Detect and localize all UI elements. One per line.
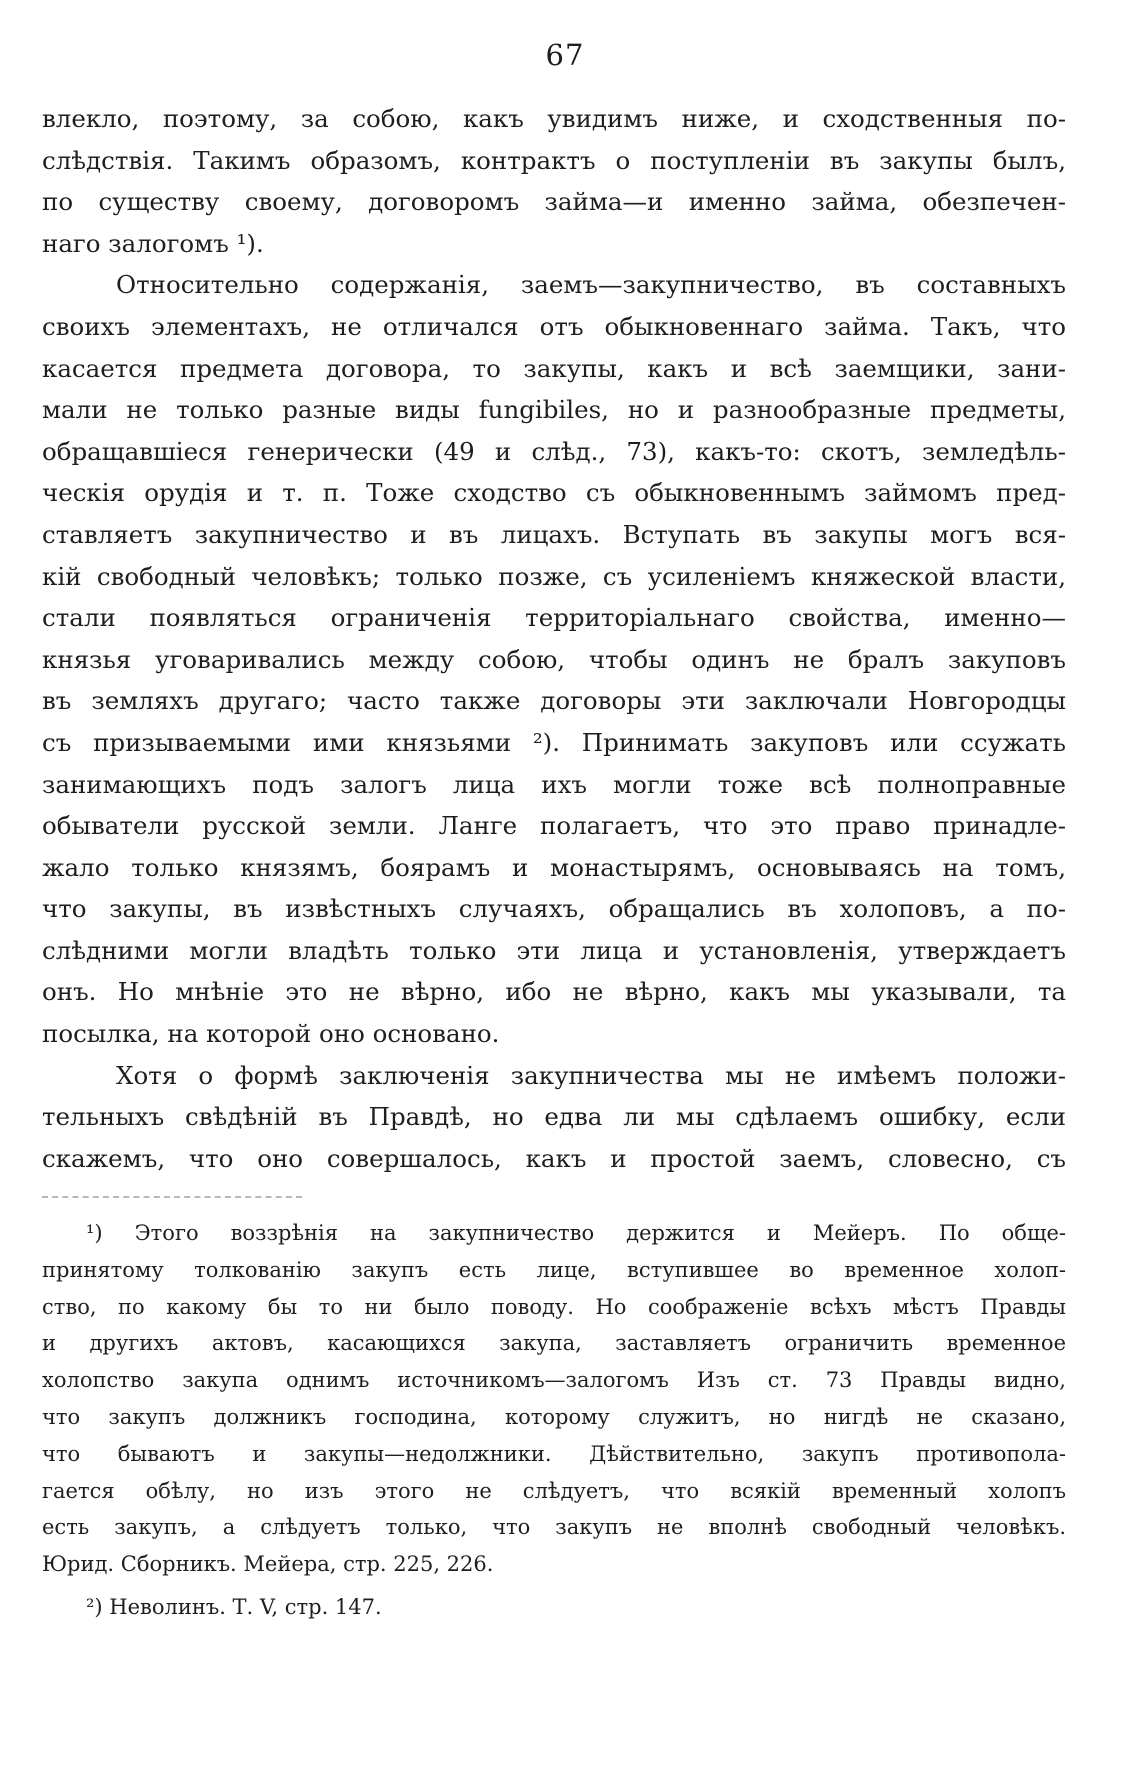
footnote-separator [42,1196,302,1198]
text-line: въ земляхъ другаго; часто также договоры эти заключали Новгородцы [42,686,1066,716]
footnote-line: что закупъ должникъ господина, которому служитъ, но нигдѣ не сказано, [42,1404,1066,1429]
footnote-line: ¹) Этого воззрѣнія на закупничество держится и Мейеръ. По обще- [86,1221,1066,1245]
text-line: онъ. Но мнѣніе это не вѣрно, ибо не вѣрно, какъ мы указывали, та [42,977,1066,1007]
text-line: слѣдствія. Такимъ образомъ, контрактъ о поступленіи въ закупы былъ, [42,145,1066,175]
text-line: Хотя о формѣ заключенія закупничества мы не имѣемъ положи- [116,1060,1066,1090]
footnotes [42,1215,1066,1626]
text-line: обращавшіеся генерически (49 и слѣд., 73), какъ-то: скотъ, земледѣль- [42,436,1066,466]
text-line: занимающихъ подъ залогъ лица ихъ могли тоже всѣ полноправные [42,769,1066,799]
footnote-line: есть закупъ, а слѣдуетъ только, что закупъ не вполнѣ свободный человѣкъ. [42,1515,1066,1540]
main-text [42,98,1066,1179]
text-line: слѣдними могли владѣть только эти лица и установленія, утверждаетъ [42,935,1066,965]
text-line: посылка, на которой оно основано. [42,1019,500,1049]
text-line: кій свободный человѣкъ; только позже, съ усиленіемъ княжеской власти, [42,561,1066,591]
text-line: съ призываемыми ими князьями ²). Принимать закуповъ или ссужать [42,727,1066,757]
footnote-line: холопство закупа однимъ источникомъ—залогомъ Изъ ст. 73 Правды видно, [42,1368,1066,1393]
text-line: князья уговаривались между собою, чтобы одинъ не бралъ закуповъ [42,644,1066,674]
page-number: 67 [545,38,585,72]
text-line: по существу своему, договоромъ займа—и именно займа, обезпечен- [42,187,1066,217]
text-line: мали не только разные виды fungibiles, но и разнообразные предметы, [42,395,1066,425]
footnote-line: ²) Неволинъ. Т. V, стр. 147. [86,1594,382,1619]
footnote-line: Юрид. Сборникъ. Мейера, стр. 225, 226. [42,1552,494,1577]
footnote-line: принятому толкованію закупъ есть лице, вступившее во временное холоп- [42,1257,1066,1282]
text-line: тельныхъ свѣдѣній въ Правдѣ, но едва ли мы сдѣлаемъ ошибку, если [42,1102,1066,1132]
text-line: Относительно содержанія, заемъ—закупничество, въ составныхъ [116,270,1066,300]
text-line: касается предмета договора, то закупы, какъ и всѣ заемщики, зани- [42,353,1066,383]
text-line: скажемъ, что оно совершалось, какъ и простой заемъ, словесно, съ [42,1143,1066,1173]
text-line: ставляетъ закупничество и въ лицахъ. Вступать въ закупы могъ вся- [42,519,1066,549]
text-line: стали появляться ограниченія территоріальнаго свойства, именно— [42,603,1066,633]
text-line: влекло, поэтому, за собою, какъ увидимъ ниже, и сходственныя по- [42,104,1066,133]
footnote-line: и другихъ актовъ, касающихся закупа, заставляетъ ограничить временное [42,1331,1066,1356]
text-line: своихъ элементахъ, не отличался отъ обыкновеннаго займа. Такъ, что [42,311,1066,341]
text-line: жало только князямъ, боярамъ и монастырямъ, основываясь на томъ, [42,852,1066,882]
text-line: наго залогомъ ¹). [42,228,264,258]
footnote-line: ство, по какому бы то ни было поводу. Но соображеніе всѣхъ мѣстъ Правды [42,1294,1066,1319]
text-line: что закупы, въ извѣстныхъ случаяхъ, обращались въ холоповъ, а по- [42,894,1066,924]
footnote-line: что бываютъ и закупы—недолжники. Дѣйствительно, закупъ противопола- [42,1441,1066,1466]
footnote-line: гается обѣлу, но изъ этого не слѣдуетъ, что всякій временный холопъ [42,1478,1066,1503]
text-line: обыватели русской земли. Ланге полагаетъ, что это право принадле- [42,811,1066,841]
text-line: ческія орудія и т. п. Тоже сходство съ обыкновеннымъ займомъ пред- [42,478,1066,508]
